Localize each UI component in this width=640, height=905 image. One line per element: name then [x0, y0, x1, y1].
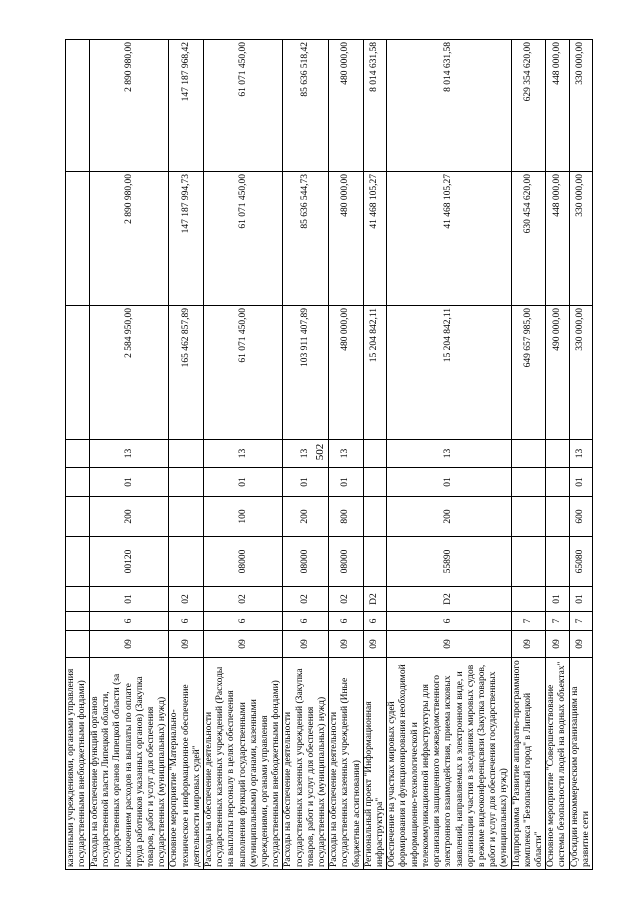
direction-code-cell: 00120	[90, 537, 169, 587]
event-code-cell: 01	[546, 587, 569, 612]
amount-year-2-cell: 147 187 994,73	[169, 172, 204, 306]
expense-type-cell	[511, 497, 546, 537]
section-code-cell	[66, 468, 90, 497]
program-code-cell: 09	[169, 631, 204, 658]
direction-code-cell: 55890	[387, 537, 511, 587]
subprogram-code-cell: 6	[329, 612, 364, 631]
section-code-cell: 01	[283, 468, 329, 497]
event-code-cell: 02	[169, 587, 204, 612]
expense-type-cell	[546, 497, 569, 537]
subprogram-code-cell: 6	[169, 612, 204, 631]
amount-year-2-cell: 85 636 544,73	[283, 172, 329, 306]
rotated-table-area	[65, 40, 591, 870]
amount-year-2-cell: 630 454 620,00	[511, 172, 546, 306]
amount-year-3-cell: 480 000,00	[329, 40, 364, 172]
subsection-code-cell: 13	[569, 440, 592, 468]
section-code-cell	[169, 468, 204, 497]
amount-year-1-cell: 330 000,00	[569, 306, 592, 440]
row-name-cell: Региональный проект "Информационная инфраструктура"	[363, 658, 386, 870]
program-code-cell: 09	[546, 631, 569, 658]
event-code-cell: 02	[329, 587, 364, 612]
subsection-code-cell: 13	[387, 440, 511, 468]
direction-code-cell	[66, 537, 90, 587]
subprogram-code-cell: 6	[90, 612, 169, 631]
amount-year-2-cell: 448 000,00	[546, 172, 569, 306]
amount-year-1-cell: 490 000,00	[546, 306, 569, 440]
row-name-cell: Расходы на обеспечение деятельности государственных казенных учреждений (Закупка товаров, работ и услуг для обеспечения государственных (муниципальных) нужд)	[283, 658, 329, 870]
amount-year-1-cell: 15 204 842,11	[363, 306, 386, 440]
amount-year-3-cell: 8 014 631,58	[387, 40, 511, 172]
expense-type-cell: 600	[569, 497, 592, 537]
amount-year-3-cell: 448 000,00	[546, 40, 569, 172]
table-row	[90, 40, 169, 870]
row-name-cell: Основное мероприятие "Материально-техническое и информационное обеспечение деятельности мировых судей"	[169, 658, 204, 870]
table-body	[66, 40, 593, 870]
program-code-cell: 09	[569, 631, 592, 658]
table-row	[204, 40, 283, 870]
subsection-code-cell	[169, 440, 204, 468]
amount-year-1-cell: 2 584 950,00	[90, 306, 169, 440]
subprogram-code-cell	[66, 612, 90, 631]
table-row	[387, 40, 511, 870]
direction-code-cell: 08000	[329, 537, 364, 587]
event-code-cell: D2	[387, 587, 511, 612]
amount-year-3-cell: 85 636 518,42	[283, 40, 329, 172]
program-code-cell: 09	[387, 631, 511, 658]
subsection-code-cell: 13	[90, 440, 169, 468]
subprogram-code-cell: 7	[569, 612, 592, 631]
event-code-cell	[66, 587, 90, 612]
direction-code-cell	[546, 537, 569, 587]
expense-type-cell: 100	[204, 497, 283, 537]
amount-year-3-cell: 8 014 631,58	[363, 40, 386, 172]
expense-type-cell	[66, 497, 90, 537]
amount-year-1-cell	[66, 306, 90, 440]
program-code-cell: 09	[90, 631, 169, 658]
amount-year-1-cell: 15 204 842,11	[387, 306, 511, 440]
row-name-cell: Основное мероприятие "Совершенствование системы безопасности людей на водных объектах"	[546, 658, 569, 870]
section-code-cell	[546, 468, 569, 497]
amount-year-2-cell	[66, 172, 90, 306]
subsection-code-cell	[546, 440, 569, 468]
subsection-code-cell: 13	[283, 440, 329, 468]
subprogram-code-cell: 7	[546, 612, 569, 631]
row-name-cell: Расходы на обеспечение деятельности государственных казенных учреждений (Иные бюджетные ассигнования)	[329, 658, 364, 870]
subsection-code-cell: 13	[204, 440, 283, 468]
section-code-cell: 01	[204, 468, 283, 497]
subsection-code-cell	[66, 440, 90, 468]
event-code-cell: 02	[204, 587, 283, 612]
table-row	[169, 40, 204, 870]
amount-year-2-cell: 61 071 450,00	[204, 172, 283, 306]
amount-year-3-cell: 2 890 980,00	[90, 40, 169, 172]
event-code-cell: 01	[569, 587, 592, 612]
subprogram-code-cell: 6	[283, 612, 329, 631]
program-code-cell: 09	[511, 631, 546, 658]
table-row	[363, 40, 386, 870]
table-row	[546, 40, 569, 870]
subprogram-code-cell: 6	[363, 612, 386, 631]
amount-year-2-cell: 480 000,00	[329, 172, 364, 306]
section-code-cell: 01	[329, 468, 364, 497]
table-row	[66, 40, 90, 870]
subprogram-code-cell: 7	[511, 612, 546, 631]
event-code-cell: 01	[90, 587, 169, 612]
program-code-cell: 09	[283, 631, 329, 658]
amount-year-3-cell: 147 187 968,42	[169, 40, 204, 172]
program-code-cell: 09	[204, 631, 283, 658]
expense-type-cell: 200	[283, 497, 329, 537]
table-row	[329, 40, 364, 870]
subprogram-code-cell: 6	[204, 612, 283, 631]
direction-code-cell	[511, 537, 546, 587]
program-code-cell	[66, 631, 90, 658]
subsection-code-cell	[511, 440, 546, 468]
event-code-cell: 02	[283, 587, 329, 612]
amount-year-3-cell: 629 354 620,00	[511, 40, 546, 172]
event-code-cell	[511, 587, 546, 612]
amount-year-1-cell: 165 462 857,89	[169, 306, 204, 440]
amount-year-3-cell: 330 000,00	[569, 40, 592, 172]
row-name-cell: Расходы на обеспечение функций органов государственной власти Липецкой области, государственных органов Липецкой области (за исключением расходов на выплаты по оплате труда работников указанных органов) (Закупка товаров, работ и услуг для обеспечения государственных (муниципальных) нужд)	[90, 658, 169, 870]
amount-year-1-cell: 61 071 450,00	[204, 306, 283, 440]
amount-year-1-cell: 480 000,00	[329, 306, 364, 440]
subprogram-code-cell: 6	[387, 612, 511, 631]
subsection-code-cell	[363, 440, 386, 468]
amount-year-2-cell: 41 468 105,27	[387, 172, 511, 306]
rotated-page-content	[65, 40, 591, 870]
event-code-cell: D2	[363, 587, 386, 612]
subsection-code-cell: 13	[329, 440, 364, 468]
row-name-cell: Расходы на обеспечение деятельности государственных казенных учреждений (Расходы на выплаты персоналу в целях обеспечения выполнения функций государственными (муниципальными) органами, казенными учреждениями, органами управления государственными внебюджетными фондами)	[204, 658, 283, 870]
table-row	[569, 40, 592, 870]
table-row	[511, 40, 546, 870]
expense-type-cell: 200	[387, 497, 511, 537]
table-row	[283, 40, 329, 870]
row-name-cell: Субсидии некоммерческим организациям на развитие сети	[569, 658, 592, 870]
direction-code-cell: 65080	[569, 537, 592, 587]
section-code-cell	[511, 468, 546, 497]
row-name-cell: Обеспечение на участках мировых судей формирования и функционирования необходимой информационно-технологической и телекоммуникационной инфраструктуры для организации защищенного межведомственного электронного взаимодействия, приема исковых заявлений, направляемых в электронном виде, и организации участия в заседаниях мировых судов в режиме видеоконференцсвязи (Закупка товаров, работ и услуг для обеспечения государственных (муниципальных) нужд)	[387, 658, 511, 870]
section-code-cell: 01	[90, 468, 169, 497]
section-code-cell: 01	[569, 468, 592, 497]
program-code-cell: 09	[363, 631, 386, 658]
program-code-cell: 09	[329, 631, 364, 658]
row-name-cell: казенными учреждениями, органами управления государственными внебюджетными фондами)	[66, 658, 90, 870]
direction-code-cell	[169, 537, 204, 587]
expense-type-cell	[363, 497, 386, 537]
amount-year-3-cell	[66, 40, 90, 172]
direction-code-cell: 08000	[283, 537, 329, 587]
page-number: 502	[314, 443, 326, 461]
section-code-cell	[363, 468, 386, 497]
amount-year-2-cell: 41 468 105,27	[363, 172, 386, 306]
direction-code-cell	[363, 537, 386, 587]
amount-year-2-cell: 330 000,00	[569, 172, 592, 306]
budget-table	[65, 39, 593, 870]
amount-year-1-cell: 103 911 407,89	[283, 306, 329, 440]
amount-year-1-cell: 649 657 985,00	[511, 306, 546, 440]
expense-type-cell: 800	[329, 497, 364, 537]
row-name-cell: Подпрограмма "Развитие аппаратно-программного комплекса "Безопасный город" в Липецкой области"	[511, 658, 546, 870]
amount-year-2-cell: 2 890 980,00	[90, 172, 169, 306]
direction-code-cell: 08000	[204, 537, 283, 587]
expense-type-cell: 200	[90, 497, 169, 537]
section-code-cell: 01	[387, 468, 511, 497]
expense-type-cell	[169, 497, 204, 537]
amount-year-3-cell: 61 071 450,00	[204, 40, 283, 172]
